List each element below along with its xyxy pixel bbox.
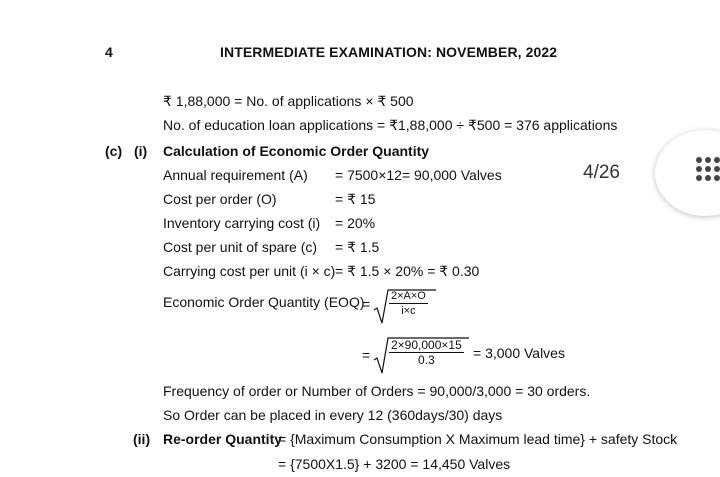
- page-number: 4: [105, 44, 113, 60]
- text-line-applications: ₹ 1,88,000 = No. of applications × ₹ 500: [163, 93, 414, 109]
- row-value-carrying-cost: = 20%: [335, 215, 376, 231]
- label-i: (i): [134, 143, 148, 159]
- eoq-equals-1: =: [362, 296, 371, 312]
- reorder-result: = {7500X1.5} + 3200 = 14,450 Valves: [278, 456, 511, 472]
- row-label-cost-per-unit: Cost per unit of spare (c): [163, 239, 318, 255]
- row-value-cost-per-unit: = ₹ 1.5: [335, 239, 380, 255]
- row-value-carrying-cost-per-unit: = ₹ 1.5 × 20% = ₹ 0.30: [335, 263, 480, 279]
- eoq-fraction-2-denominator: 0.3: [418, 353, 435, 367]
- eoq-equals-2: =: [362, 347, 371, 363]
- order-interval-text: So Order can be placed in every 12 (360days/30) days: [163, 407, 503, 423]
- eoq-fraction-1: [389, 289, 428, 318]
- eoq-label: Economic Order Quantity (EOQ): [163, 294, 365, 310]
- frequency-text: Frequency of order or Number of Orders = 90,000/3,000 = 30 orders.: [163, 383, 591, 399]
- eoq-fraction-2: [389, 338, 464, 367]
- row-label-annual-requirement: Annual requirement (A): [163, 167, 308, 183]
- row-label-carrying-cost-per-unit: Carrying cost per unit (i × c): [163, 263, 336, 279]
- row-value-cost-per-order: = ₹ 15: [335, 191, 376, 207]
- page-indicator[interactable]: 4/26: [583, 162, 620, 183]
- text-line-loan-applications: No. of education loan applications = ₹1,88,000 ÷ ₹500 = 376 applications: [163, 117, 618, 133]
- row-value-annual-requirement: = 7500×12= 90,000 Valves: [335, 167, 502, 183]
- row-label-cost-per-order: Cost per order (O): [163, 191, 277, 207]
- eoq-fraction-2-numerator: 2×90,000×15: [391, 338, 462, 352]
- section-title-reorder: Re-order Quantity: [163, 431, 283, 447]
- section-title-eoq: Calculation of Economic Order Quantity: [163, 143, 430, 159]
- reorder-formula: = {Maximum Consumption X Maximum lead time} + safety Stock: [278, 431, 678, 447]
- label-c: (c): [105, 143, 123, 159]
- eoq-result: = 3,000 Valves: [473, 345, 565, 361]
- apps-grid-icon[interactable]: [696, 157, 720, 189]
- row-label-carrying-cost: Inventory carrying cost (i): [163, 215, 321, 231]
- label-ii: (ii): [133, 431, 151, 447]
- eoq-fraction-1-numerator: 2×A×O: [391, 290, 426, 302]
- eoq-fraction-1-denominator: i×c: [401, 305, 416, 317]
- page-header-title: INTERMEDIATE EXAMINATION: NOVEMBER, 2022: [220, 44, 558, 60]
